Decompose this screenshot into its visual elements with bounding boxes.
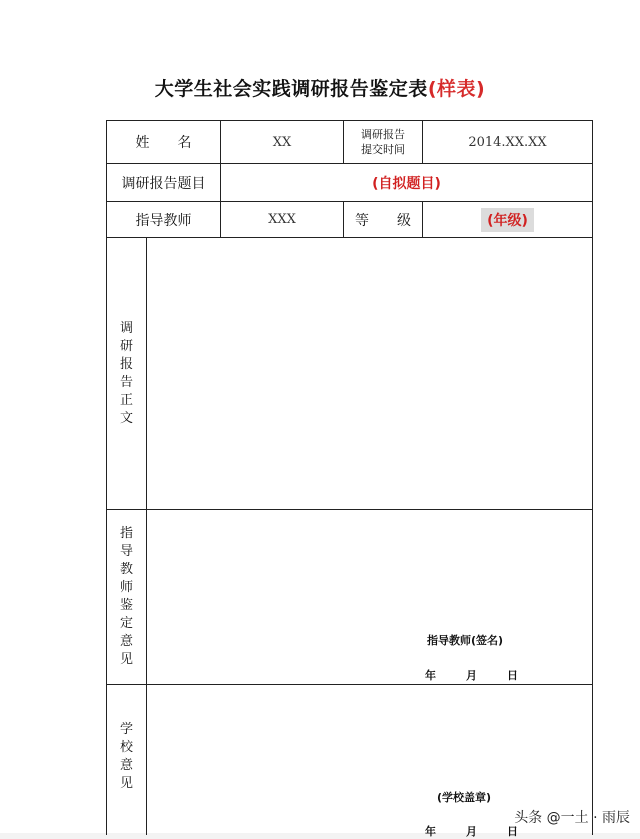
form-row-topic — [107, 164, 592, 202]
school-opinion-label-text: 学校意见 — [119, 722, 133, 791]
submit-time-label-line1: 调研报告 — [361, 128, 405, 141]
grade-label-text: 等 级 — [355, 212, 411, 229]
teacher-value-text: XXX — [268, 212, 296, 227]
form-title-sample-tag: (样表) — [427, 78, 486, 100]
school-opinion-label — [107, 685, 147, 835]
name-label — [107, 121, 221, 163]
name-value — [221, 121, 344, 163]
submit-time-label — [344, 121, 423, 163]
grade-label — [344, 202, 423, 237]
form-title — [0, 74, 640, 101]
appraisal-form — [106, 120, 593, 838]
report-body-label-text: 调研报告正文 — [119, 320, 133, 426]
report-body-label — [107, 238, 147, 509]
grade-value-text: (年级) — [481, 208, 534, 232]
teacher-date-day: 日 — [507, 669, 518, 682]
name-value-text: XX — [272, 134, 292, 150]
school-stamp-line: (学校盖章) — [437, 791, 492, 804]
school-date-year: 年 — [425, 825, 436, 838]
teacher-date-month: 月 — [466, 669, 477, 682]
submit-time-label-line2: 提交时间 — [361, 143, 405, 156]
topic-value-text: (自拟题目) — [372, 175, 441, 192]
teacher-opinion-label — [107, 510, 147, 684]
form-row-name — [107, 121, 592, 164]
teacher-value — [221, 202, 344, 237]
submit-time-value-text: 2014.XX.XX — [468, 134, 547, 150]
topic-label-text: 调研报告题目 — [121, 175, 206, 192]
source-watermark: 头条 @一土 · 雨辰 — [514, 810, 630, 826]
topic-value — [221, 164, 592, 201]
teacher-label-text: 指导教师 — [135, 212, 192, 229]
section-report-body — [107, 238, 592, 510]
teacher-signature-line: 指导教师(签名) — [427, 634, 504, 647]
name-label-text: 姓 名 — [135, 135, 192, 151]
form-title-main: 大学生社会实践调研报告鉴定表 — [154, 78, 428, 100]
school-date-day: 日 — [507, 825, 518, 838]
grade-value — [423, 202, 592, 237]
form-row-teacher-grade — [107, 202, 592, 238]
school-date-month: 月 — [466, 825, 477, 838]
teacher-date-year: 年 — [425, 669, 436, 682]
teacher-opinion-label-text: 指导教师鉴定意见 — [119, 526, 133, 667]
teacher-label — [107, 202, 221, 237]
topic-label — [107, 164, 221, 201]
section-teacher-opinion — [107, 510, 592, 685]
submit-time-value — [423, 121, 592, 163]
